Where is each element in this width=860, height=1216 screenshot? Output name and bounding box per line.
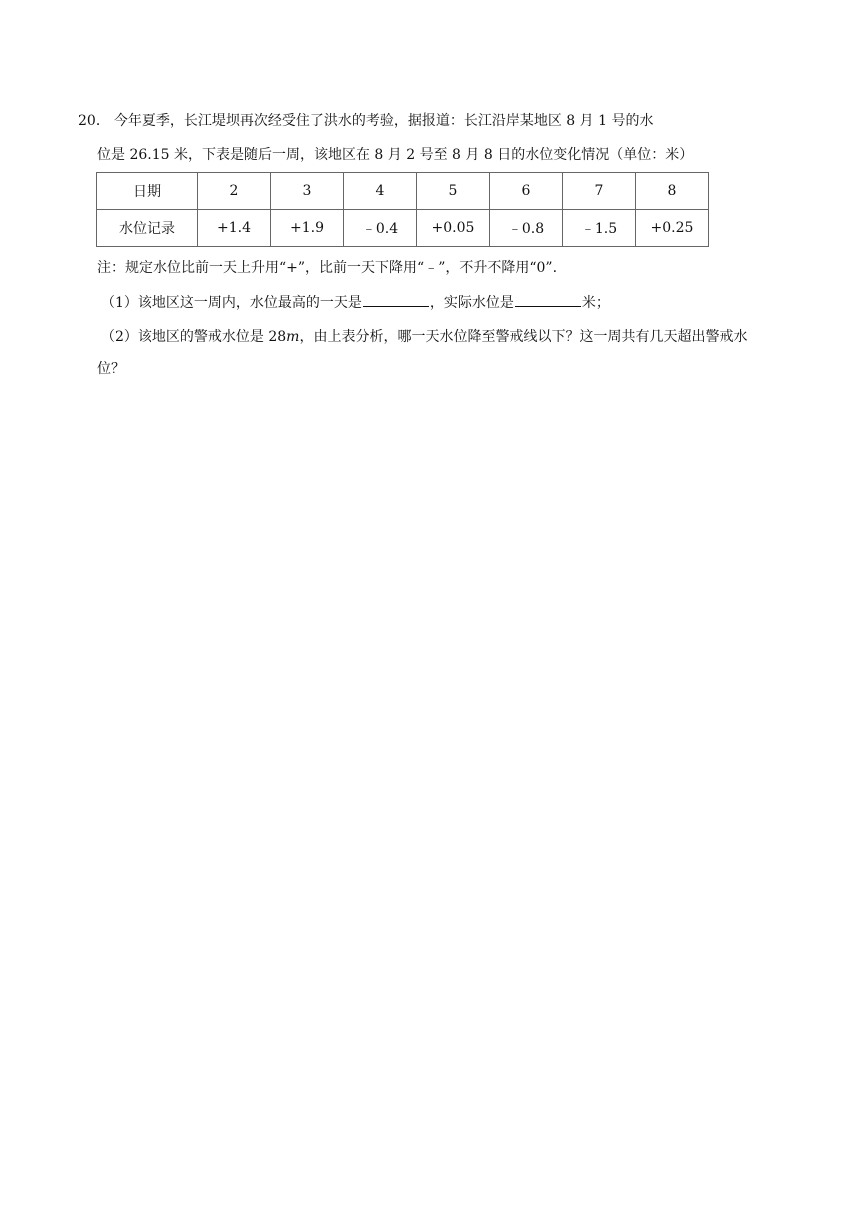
date-cell: 4 <box>344 173 417 210</box>
sub-question-1-text-a: （1）该地区这一周内，水位最高的一天是 <box>101 295 362 311</box>
record-cell: +1.4 <box>198 210 271 247</box>
answer-blank-actual-level <box>515 292 581 307</box>
water-level-table <box>96 172 709 247</box>
date-cell: 8 <box>636 173 709 210</box>
date-cell: 6 <box>490 173 563 210</box>
table-row-dates <box>97 173 709 210</box>
date-cell: 5 <box>417 173 490 210</box>
row-header-date: 日期 <box>97 173 198 210</box>
question-line-1 <box>78 111 653 131</box>
record-cell: +0.25 <box>636 210 709 247</box>
unit-m: m <box>286 329 300 345</box>
sub-question-2-text-b: ，由上表分析，哪一天水位降至警戒线以下？这一周共有几天超出警戒水 <box>299 329 748 345</box>
sub-question-2 <box>101 327 747 347</box>
date-cell: 3 <box>271 173 344 210</box>
sub-question-1-text-c: 米； <box>581 295 610 311</box>
sub-question-2-text-a: （2）该地区的警戒水位是 28 <box>101 329 287 345</box>
note-text: 注：规定水位比前一天上升用“+”，比前一天下降用“﹣”，不升不降用“0”. <box>97 260 558 276</box>
sub-question-1-text-b: ，实际水位是 <box>429 295 514 311</box>
date-cell: 2 <box>198 173 271 210</box>
question-number: 20． <box>78 113 110 129</box>
record-cell: +0.05 <box>417 210 490 247</box>
record-cell: ﹣1.5 <box>563 210 636 247</box>
row-header-record: 水位记录 <box>97 210 198 247</box>
question-text-line-2: 位是 26.15 米，下表是随后一周，该地区在 8 月 2 号至 8 月 8 日的水位变化情况（单位：米） <box>97 147 694 163</box>
record-cell: +1.9 <box>271 210 344 247</box>
sub-question-1 <box>101 292 610 313</box>
question-text-line-1: 今年夏季，长江堤坝再次经受住了洪水的考验，据报道：长江沿岸某地区 8 月 1 号的水 <box>113 113 654 129</box>
record-cell: ﹣0.8 <box>490 210 563 247</box>
table-row-records <box>97 210 709 247</box>
answer-blank-highest-day <box>363 292 429 307</box>
date-cell: 7 <box>563 173 636 210</box>
sub-question-2-line-2: 位？ <box>97 361 125 377</box>
record-cell: ﹣0.4 <box>344 210 417 247</box>
